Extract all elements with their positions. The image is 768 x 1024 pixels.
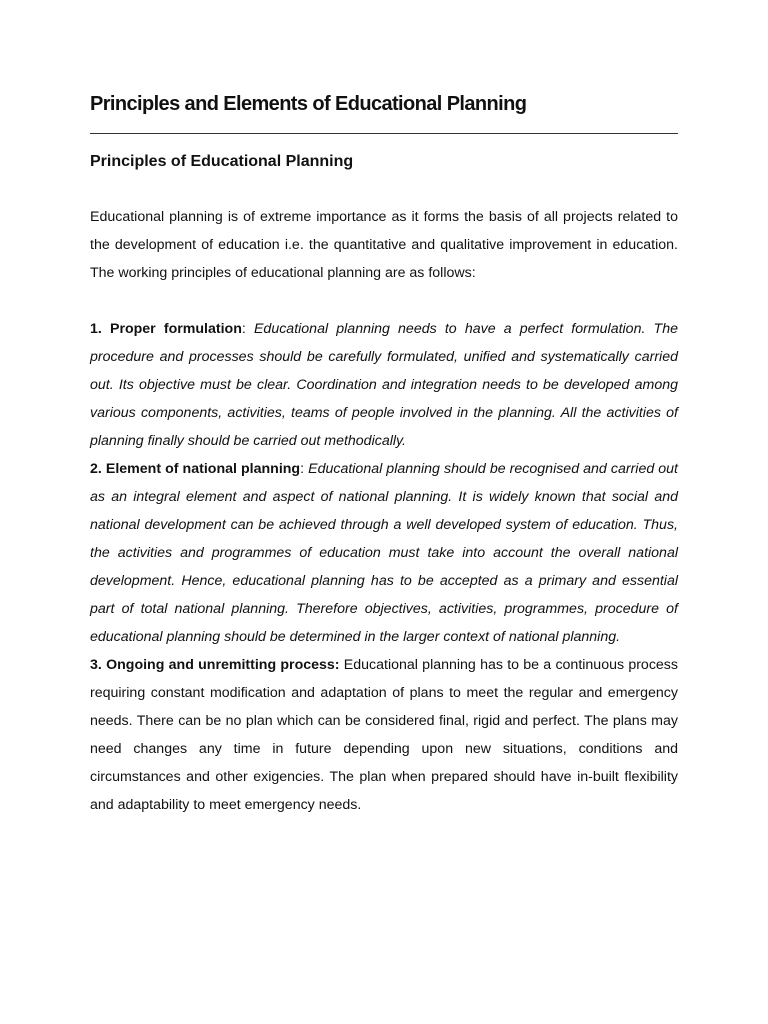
principle-lead-3: 3. Ongoing and unremitting process: bbox=[90, 657, 340, 673]
section-heading: Principles of Educational Planning bbox=[90, 153, 354, 170]
principle-text-2: Educational planning should be recognised and carried out as an integral element and aspect of national planning. It is widely known that social and national development can be achieved through a well developed system of education. Thus, the activities and programmes of education must take into account the overall national development. Hence, educational planning has to be accepted as a primary and essential part of total national planning. Therefore objectives, activities, programmes, procedure of educational planning should be determined in the larger context of national planning. bbox=[90, 461, 678, 645]
title-divider bbox=[90, 133, 678, 134]
principle-separator-1: : bbox=[241, 321, 254, 337]
intro-paragraph: Educational planning is of extreme importance as it forms the basis of all projects related to the development of education i.e. the quantitative and qualitative improvement in education. The working principles of educational planning are as follows: bbox=[90, 209, 678, 281]
principle-item-3 bbox=[90, 651, 678, 819]
document-title: Principles and Elements of Educational Planning bbox=[90, 93, 527, 115]
principle-item-1 bbox=[90, 315, 678, 455]
principle-item-2 bbox=[90, 455, 678, 651]
principle-text-1: Educational planning needs to have a perfect formulation. The procedure and processes should be carefully formulated, unified and systematically carried out. Its objective must be clear. Coordination and integration needs to be developed among various components, activities, teams of people involved in the planning. All the activities of planning finally should be carried out methodically. bbox=[90, 321, 678, 449]
principle-text-3: Educational planning has to be a continuous process requiring constant modification and adaptation of plans to meet the regular and emergency needs. There can be no plan which can be considered final, rigid and perfect. The plans may need changes any time in future depending upon new situations, conditions and circumstances and other exigencies. The plan when prepared should have in-built flexibility and adaptability to meet emergency needs. bbox=[90, 657, 678, 813]
principle-lead-1: 1. Proper formulation bbox=[90, 321, 242, 337]
principle-lead-2: 2. Element of national planning bbox=[90, 461, 301, 477]
principle-separator-2: : bbox=[300, 461, 309, 477]
